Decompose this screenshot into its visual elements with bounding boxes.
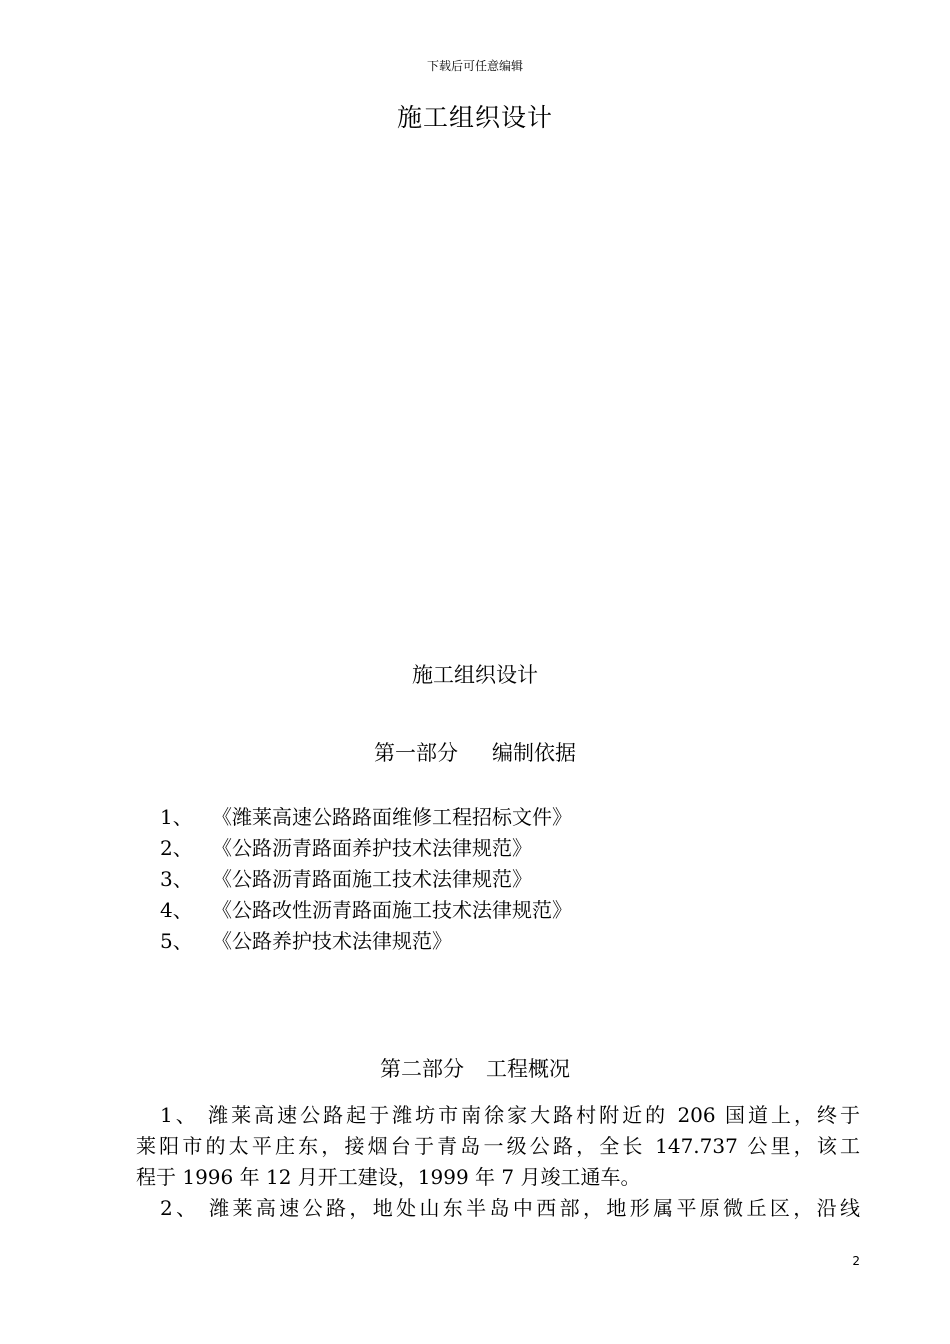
- overview-paragraph-1: [136, 1100, 860, 1193]
- header-note: 下载后可任意编辑: [426, 59, 523, 73]
- reference-list: [160, 802, 572, 957]
- section-name: 工程概况: [486, 1057, 570, 1081]
- section-heading-part2: [0, 1053, 950, 1083]
- paragraph-line: 程于 1996 年 12 月开工建设，1999 年 7 月竣工通车。: [136, 1165, 641, 1189]
- section-name: 编制依据: [492, 741, 576, 765]
- list-item-text: 《公路改性沥青路面施工技术法律规范》: [212, 898, 572, 922]
- list-item: [160, 926, 572, 957]
- list-item-number: 4、: [160, 898, 193, 922]
- list-item-text: 《公路沥青路面施工技术法律规范》: [212, 867, 532, 891]
- list-item: [160, 895, 572, 926]
- list-item: [160, 833, 572, 864]
- section-label: 第二部分: [380, 1057, 464, 1081]
- list-item: [160, 802, 572, 833]
- list-item: [160, 864, 572, 895]
- paragraph-line: 2、 潍莱高速公路，地处山东半岛中西部，地形属平原微丘区，沿线: [160, 1196, 860, 1220]
- list-item-text: 《公路沥青路面养护技术法律规范》: [212, 836, 532, 860]
- cover-title: 施工组织设计: [396, 103, 553, 132]
- section-heading-part1: [0, 737, 950, 767]
- document-title: 施工组织设计: [412, 663, 538, 687]
- list-item-number: 3、: [160, 867, 193, 891]
- overview-paragraph-2: [136, 1193, 860, 1224]
- list-item-number: 2、: [160, 836, 193, 860]
- paragraph-line: 莱阳市的太平庄东，接烟台于青岛一级公路，全长 147.737 公里，该工: [136, 1134, 860, 1158]
- paragraph-line: 1、 潍莱高速公路起于潍坊市南徐家大路村附近的 206 国道上，终于: [160, 1103, 860, 1127]
- page-number: 2: [852, 1254, 860, 1268]
- section-label: 第一部分: [374, 741, 458, 765]
- list-item-number: 5、: [160, 929, 193, 953]
- list-item-text: 《公路养护技术法律规范》: [212, 929, 452, 953]
- list-item-number: 1、: [160, 805, 193, 829]
- list-item-text: 《潍莱高速公路路面维修工程招标文件》: [212, 805, 572, 829]
